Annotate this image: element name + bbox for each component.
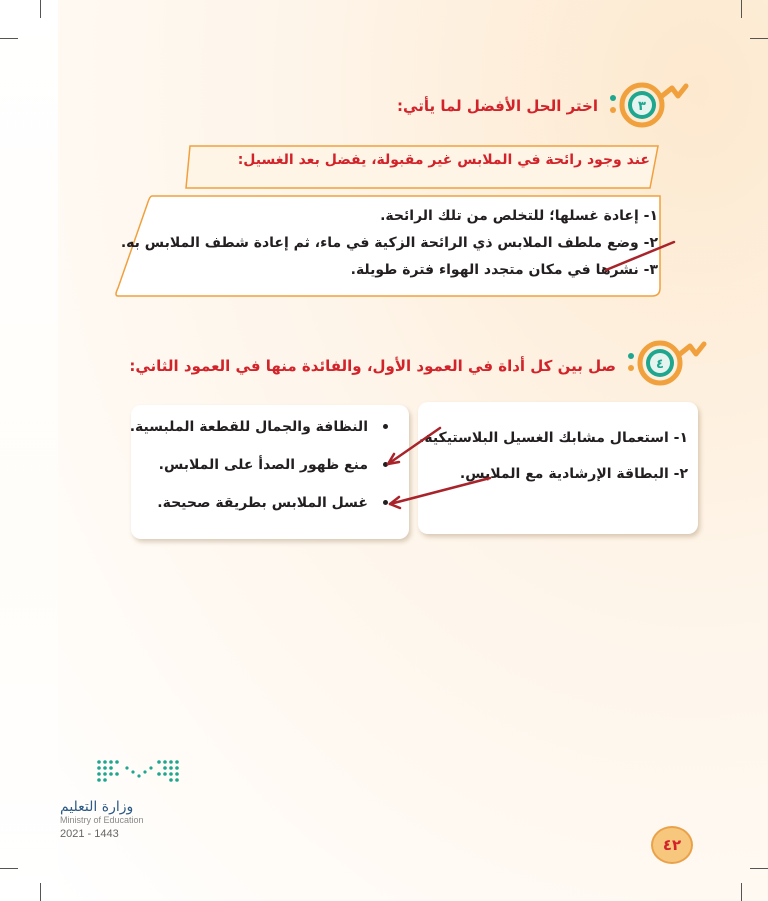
column-two-item: منع ظهور الصدأ على الملابس.	[158, 457, 368, 473]
column-one-item: ١- استعمال مشابك الغسيل البلاستيكية.	[419, 430, 688, 446]
crop-mark	[40, 883, 41, 901]
column-one-item: ٢- البطاقة الإرشادية مع الملابس.	[459, 466, 688, 482]
crop-mark	[40, 0, 41, 18]
question-3-prompt: عند وجود رائحة في الملابس غير مقبولة، يفضل بعد الغسيل:	[237, 152, 650, 168]
option-1: ١- إعادة غسلها؛ للتخلص من تلك الرائحة.	[380, 208, 658, 224]
question-number-icon	[602, 78, 692, 132]
svg-text:٤: ٤	[656, 357, 664, 372]
question-number-icon	[620, 336, 710, 390]
match-arrows	[370, 420, 510, 520]
crop-mark	[0, 38, 18, 39]
crop-mark	[750, 868, 768, 869]
ministry-name-en: Ministry of Education	[60, 815, 144, 825]
option-3: ٣- نشرها في مكان متجدد الهواء فترة طويلة.	[350, 262, 658, 278]
question-4-title: صل بين كل أداة في العمود الأول، والفائدة منها في العمود الثاني:	[129, 357, 616, 375]
column-two-item: غسل الملابس بطريقة صحيحة.	[157, 495, 368, 511]
crop-mark	[750, 38, 768, 39]
ministry-logo-icon	[95, 758, 185, 786]
page-number: ٤٢	[651, 826, 693, 864]
crop-mark	[741, 883, 742, 901]
answer-pen-stroke	[600, 238, 680, 278]
question-3-options	[121, 208, 658, 289]
crop-mark	[741, 0, 742, 18]
column-two-item: النظافة والجمال للقطعة الملبسية.	[129, 419, 368, 435]
ministry-name-ar: وزارة التعليم	[60, 799, 134, 815]
edition-year: 2021 - 1443	[60, 828, 119, 840]
option-2: ٢- وضع ملطف الملابس ذي الرائحة الزكية في ماء، ثم إعادة شطف الملابس به.	[120, 235, 658, 251]
question-3-title: اختر الحل الأفضل لما يأتي:	[397, 97, 598, 115]
crop-mark	[0, 868, 18, 869]
prompt-box-frame	[180, 142, 665, 194]
svg-text:٣: ٣	[638, 99, 646, 114]
